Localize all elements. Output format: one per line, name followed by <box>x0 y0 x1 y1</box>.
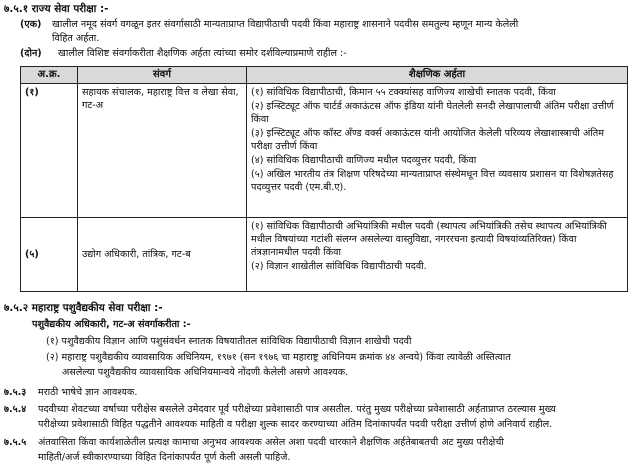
qualification-item: (४) सांविधिक विद्यापीठाची वाणिज्य मधील पदव्युत्तर पदवी, किंवा <box>251 155 477 166</box>
table-row <box>21 84 628 218</box>
qualification-item: (१) सांविधिक विद्यापीठाची अभियांत्रिकी मधील पदवी (स्थापत्य अभियांत्रिकी तसेच स्थापत्य अभियांत्रिकी मधील विषयांच्या गटांशी संलग्न असलेल्या वास्तुविद्या, नगररचना इत्यादी विषयांव्यतिरिक्त) किंवा तंत्रज्ञानामधील पदवी किंवा <box>251 221 607 258</box>
list-item-cont: असलेल्या पशुवैद्यकीय व्यावसायिक अधिनियमान्वये नोंदणी केलेली असणे आवश्यक. <box>62 367 349 378</box>
para-text-ek-cont: विहित अर्हता. <box>52 33 100 44</box>
section-text-7-5-4-cont: परीक्षेच्या प्रवेशासाठी विहित पद्धतीने आवश्यक माहिती व परीक्षा शुल्क सादर करण्याच्या अंतिम दिनांकापर्यंत पदवी परीक्षा उत्तीर्ण होणे अनिवार्य राहील. <box>38 419 553 430</box>
row-cadre: उद्योग अधिकारी, तांत्रिक, गट-ब <box>78 218 247 292</box>
table-row <box>21 218 628 292</box>
para-text-ek: खालील नमूद संवर्ग वगळून इतर संवर्गासाठी मान्यताप्राप्त विद्यापीठाची पदवी किंवा महाराष्ट्र शासनाने पदवीस समतुल्य म्हणून मान्य केलेली <box>52 19 519 30</box>
qualification-table <box>20 66 628 292</box>
qualification-item: (३) इन्स्टिट्यूट ऑफ कॉस्ट अँण्ड वर्क्स अकाऊंटस यांनी आयोजित केलेली परिव्यय लेखाशास्त्राची अंतिम परीक्षा उत्तीर्ण किंवा <box>251 128 604 152</box>
header-cadre: संवर्ग <box>78 67 247 84</box>
section-text-7-5-4: पदवीच्या शेवटच्या वर्षाच्या परीक्षेस बसलेले उमेदवार पूर्व परीक्षेच्या प्रवेशासाठी पात्र असतील. परंतु मुख्य परीक्षेच्या प्रवेशासाठी अर्हताप्राप्त ठरल्यास मुख्य <box>38 404 556 415</box>
row-serial: (५) <box>21 218 78 292</box>
row-qualifications <box>247 84 628 218</box>
para-text-don: खालील विशिष्ट संवर्गाकरीता शैक्षणिक अर्हता त्यांच्या समोर दर्शविल्याप्रमाणे राहील :- <box>58 48 347 59</box>
header-qualification: शैक्षणिक अर्हता <box>247 67 628 84</box>
section-label-7-5-3: ७.५.३ <box>4 387 27 398</box>
qualification-item: (२) इन्स्टिट्यूट ऑफ चार्टर्ड अकाऊंटस ऑफ इंडिया यांनी घेतलेली सनदी लेखापालाची अंतिम परीक्षा उत्तीर्ण किंवा <box>251 101 614 125</box>
subsection-heading: पशुवैद्यकीय अधिकारी, गट-अ संवर्गाकरीता :- <box>32 319 191 330</box>
qualification-item: (१) सांविधिक विद्यापीठाची, किमान ५५ टक्क्यांसह वाणिज्य शाखेची स्नातक पदवी, किंवा <box>251 87 556 98</box>
row-serial: (१) <box>21 84 78 218</box>
row-cadre: सहायक संचालक, महाराष्ट्र वित्त व लेखा सेवा, गट-अ <box>78 84 247 218</box>
section-label-7-5-4: ७.५.४ <box>4 404 27 415</box>
section-label-7-5-5: ७.५.५ <box>4 437 27 448</box>
para-label-ek: (एक) <box>20 19 42 30</box>
section-text-7-5-3: मराठी भाषेचे ज्ञान आवश्यक. <box>38 387 138 398</box>
section-text-7-5-5-cont: माहिती/अर्ज स्वीकारण्याच्या विहित दिनांकापर्यंत पूर्ण केली असली पाहिजे. <box>38 452 291 463</box>
table-header-row <box>21 67 628 84</box>
qualification-item: (२) विज्ञान शाखेतील सांविधिक विद्यापीठाची पदवी. <box>251 261 427 272</box>
list-item: (१) पशुवैद्यकीय विज्ञान आणि पशुसंवर्धन स्नातक विषयातीतल सांविधिक विद्यापीठाची विज्ञान शाखेची पदवी <box>46 336 412 347</box>
para-label-don: (दोन) <box>20 48 42 59</box>
header-serial: अ.क्र. <box>21 67 78 84</box>
list-item: (२) महाराष्ट्र पशुवैद्यकीय व्यावसायिक अधिनियम, १९७१ (सन १९७६ चा महाराष्ट्र अधिनियम क्रमांक ४४ अन्वये) किंवा त्यावेळी अस्तित्वात <box>46 352 511 363</box>
row-qualifications <box>247 218 628 292</box>
qualification-item: (५) अखिल भारतीय तंत्र शिक्षण परिषदेच्या मान्यताप्राप्त संस्थेमधून वित्त व्यवसाय प्रशासन या विशेषज्ञतेसह पदव्युत्तर पदवी (एम.बी.ए). <box>251 169 614 193</box>
section-text-7-5-5: अंतवासिता किंवा कार्यशाळेतील प्रत्यक्ष कामाचा अनुभव आवश्यक असेल अशा पदवी धारकाने शैक्षणिक अर्हतेबाबतची अट मुख्य परीक्षेची <box>38 437 504 448</box>
section-heading-7-5-1: ७.५.१ राज्य सेवा परीक्षा :- <box>4 3 109 15</box>
section-heading-7-5-2: ७.५.२ महाराष्ट्र पशुवैद्यकीय सेवा परीक्षा :- <box>4 302 163 314</box>
